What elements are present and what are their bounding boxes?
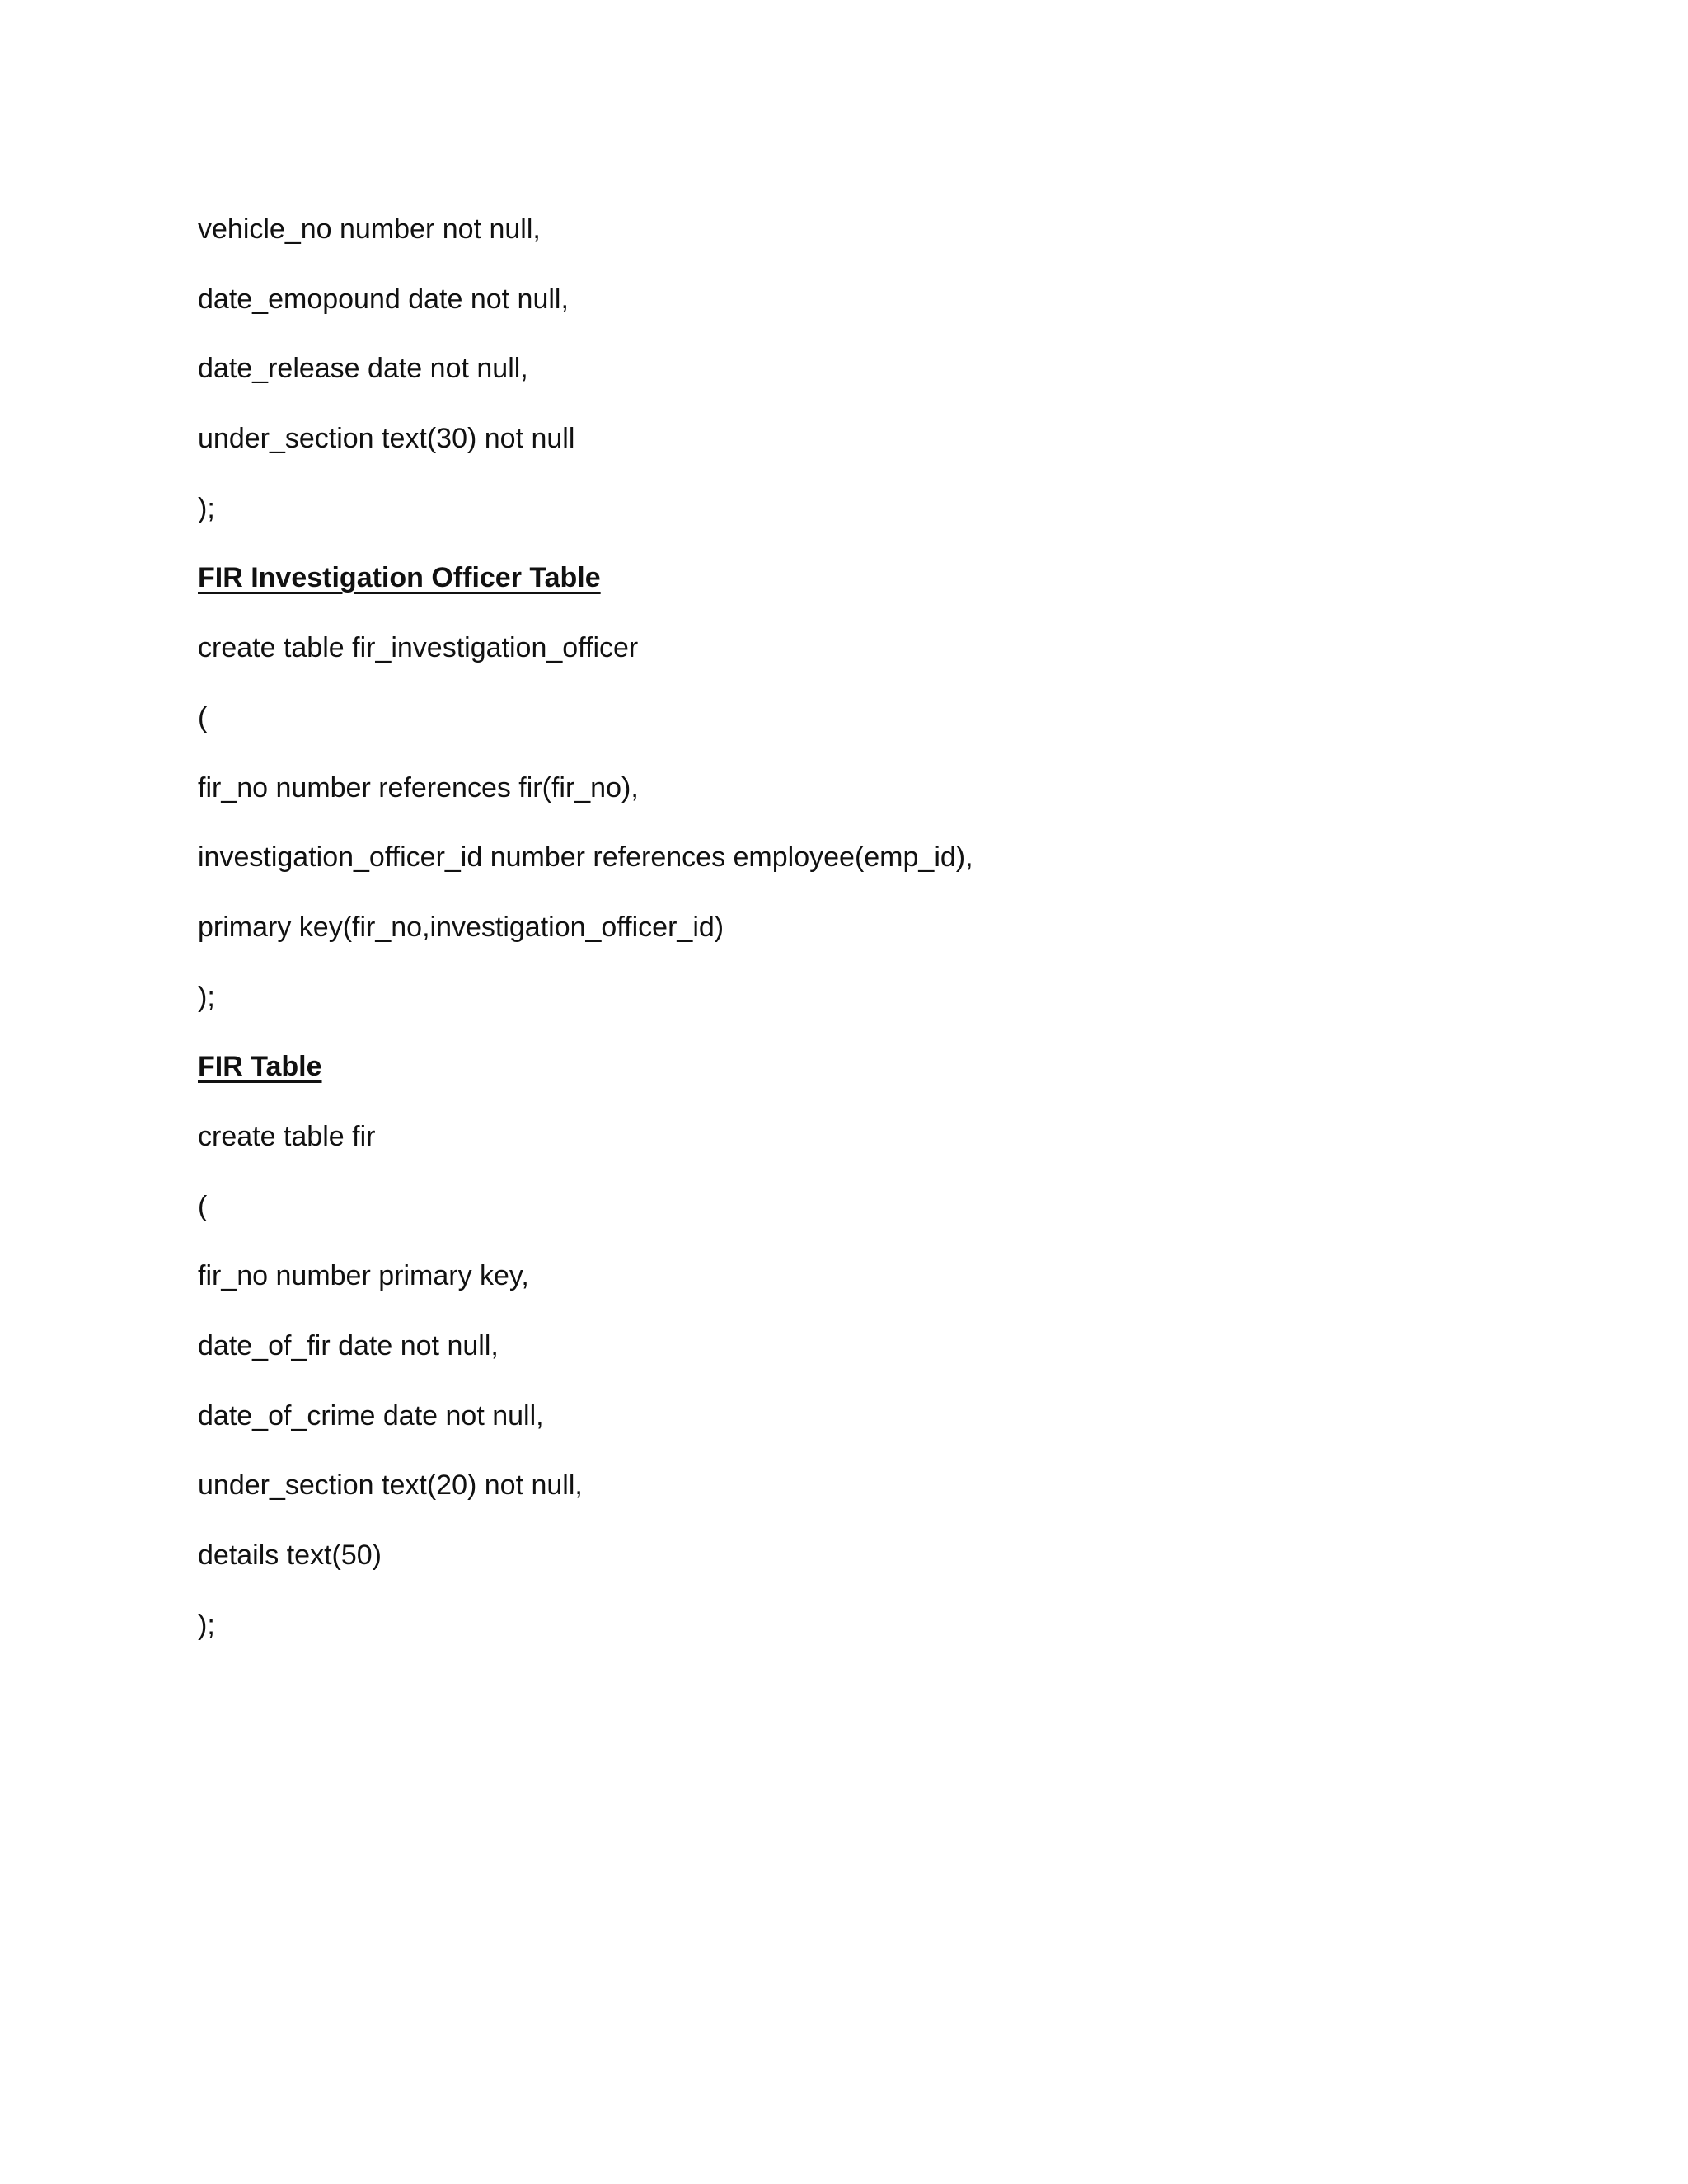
sql-line: ); bbox=[198, 492, 215, 524]
sql-line: fir_no number primary key, bbox=[198, 1260, 529, 1292]
sql-line: ); bbox=[198, 981, 215, 1013]
sql-line: ( bbox=[198, 701, 208, 733]
sql-line: under_section text(20) not null, bbox=[198, 1469, 583, 1502]
section-heading: FIR Table bbox=[198, 1051, 322, 1083]
sql-line: ( bbox=[198, 1190, 208, 1222]
sql-line: vehicle_no number not null, bbox=[198, 213, 541, 245]
sql-line: details text(50) bbox=[198, 1540, 382, 1572]
sql-line: date_release date not null, bbox=[198, 353, 528, 385]
document-body bbox=[198, 194, 1533, 1660]
sql-line: create table fir_investigation_officer bbox=[198, 632, 639, 664]
sql-line: create table fir bbox=[198, 1120, 376, 1152]
sql-line: primary key(fir_no,investigation_officer_id) bbox=[198, 911, 724, 943]
section-heading: FIR Investigation Officer Table bbox=[198, 562, 601, 594]
sql-line: date_emopound date not null, bbox=[198, 283, 569, 315]
sql-line: under_section text(30) not null bbox=[198, 423, 575, 455]
sql-line: ); bbox=[198, 1609, 215, 1641]
sql-line: date_of_crime date not null, bbox=[198, 1399, 544, 1432]
sql-line: investigation_officer_id number references employee(emp_id), bbox=[198, 841, 973, 874]
sql-line: date_of_fir date not null, bbox=[198, 1330, 499, 1361]
sql-line: fir_no number references fir(fir_no), bbox=[198, 771, 639, 804]
